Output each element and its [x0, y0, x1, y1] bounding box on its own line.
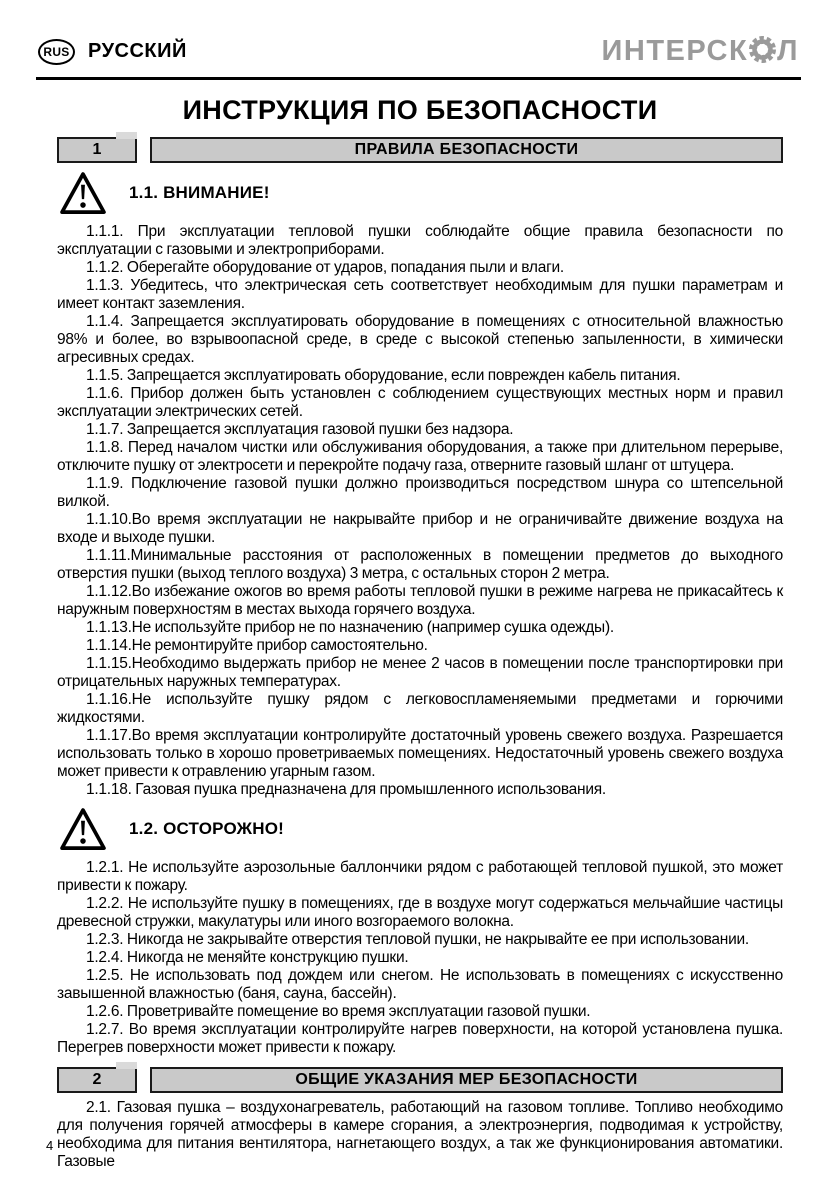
interskol-logo: [602, 33, 801, 70]
paragraph-1-2-3: 1.2.3. Никогда не закрывайте отверстия тепловой пушки, не накрывайте ее при использовании.: [86, 931, 749, 948]
paragraph-1-2-2: 1.2.2. Не используйте пушку в помещениях, где в воздухе могут содержаться мельчайшие частицы древесной стружки, макулатуры или иного возгораемого волокна.: [57, 895, 783, 930]
paragraph-1-1-8: 1.1.8. Перед началом чистки или обслуживания оборудования, а также при длительном перерыве, отключите пушку от электросети и перекройте подачу газа, отверните газовый шланг от штуцера.: [57, 439, 783, 474]
paragraph-1-1-15: 1.1.15.Необходимо выдержать прибор не менее 2 часов в помещении после транспортировки при отрицательных наружных температурах.: [57, 655, 783, 690]
general-safety-section-2: [57, 1099, 783, 1171]
paragraph-1-2-6: 1.2.6. Проветривайте помещение во время эксплуатации газовой пушки.: [86, 1003, 591, 1020]
warning-triangle-icon: [58, 171, 108, 216]
paragraph-1-1-6: 1.1.6. Прибор должен быть установлен с соблюдением существующих местных норм и правил эксплуатации электрических сетей.: [57, 385, 783, 420]
safety-rules-section-1-1: [57, 223, 783, 799]
page-number: 4: [46, 1138, 54, 1153]
rus-badge-label: RUS: [43, 44, 70, 59]
paragraph-1-1-11: 1.1.11.Минимальные расстояния от расположенных в помещении предметов до выходного отверстия пушки (выход теплого воздуха) 3 метра, с остальных сторон 2 метра.: [57, 547, 783, 582]
paragraph-1-2-5: 1.2.5. Не использовать под дождем или снегом. Не использовать в помещениях с искусственно завышенной влажностью (баня, сауна, бассейн).: [57, 967, 783, 1002]
rus-language-badge-icon: [38, 39, 75, 65]
header-left: [36, 39, 187, 65]
paragraph-1-1-4: 1.1.4. Запрещается эксплуатировать оборудование в помещениях с относительной влажностью 98% и более, во взрывоопасной среде, в среде с высокой степенью запыленности, в химически агресивных средах.: [57, 313, 783, 366]
warning-1-1-label: 1.1. ВНИМАНИЕ!: [129, 183, 270, 202]
section-2-header-bar: [57, 1067, 783, 1093]
paragraph-1-1-3: 1.1.3. Убедитесь, что электрическая сеть соответствует необходимым для пушки параметрам и имеет контакт заземления.: [57, 277, 783, 312]
paragraph-1-1-16: 1.1.16.Не используйте пушку рядом с легковоспламеняемыми предметами и горючими жидкостями.: [57, 691, 783, 726]
paragraph-1-1-12: 1.1.12.Во избежание ожогов во время работы тепловой пушки в режиме нагрева не прикасайтесь к наружным поверхностям в местах выхода горячего воздуха.: [57, 583, 783, 618]
section-2-number: 2: [57, 1067, 137, 1093]
section-2-heading: ОБЩИЕ УКАЗАНИЯ МЕР БЕЗОПАСНОСТИ: [150, 1067, 783, 1093]
paragraph-1-1-9: 1.1.9. Подключение газовой пушки должно производиться посредством шнура со штепсельной вилкой.: [57, 475, 783, 510]
paragraph-1-1-13: 1.1.13.Не используйте прибор не по назначению (например сушка одежды).: [86, 619, 614, 636]
section-1-heading: ПРАВИЛА БЕЗОПАСНОСТИ: [150, 137, 783, 163]
brand-text-suffix: Л: [777, 35, 799, 67]
paragraph-2-1: 2.1. Газовая пушка – воздухонагреватель, работающий на газовом топливе. Топливо необходимо для получения горячей атмосферы в камере сгорания, а электроэнергия, подводимая к устройству, необходима для питания вентилятора, нагнетающего воздух, а так же функционирования автоматики. Газовые: [57, 1099, 783, 1170]
gear-icon: [747, 34, 778, 71]
paragraph-1-1-7: 1.1.7. Запрещается эксплуатация газовой пушки без надзора.: [86, 421, 514, 438]
brand-text-prefix: ИНТЕРСК: [601, 35, 749, 67]
paragraph-1-1-18: 1.1.18. Газовая пушка предназначена для промышленного использования.: [86, 781, 606, 798]
page-title: ИНСТРУКЦИЯ ПО БЕЗОПАСНОСТИ: [182, 95, 658, 125]
paragraph-1-2-4: 1.2.4. Никогда не меняйте конструкцию пушки.: [86, 949, 409, 966]
language-label: РУССКИЙ: [88, 40, 187, 62]
paragraph-1-1-1: 1.1.1. При эксплуатации тепловой пушки соблюдайте общие правила безопасности по эксплуатации с газовыми и электроприборами.: [57, 223, 783, 258]
warning-heading-1-1: [57, 169, 783, 217]
paragraph-1-1-14: 1.1.14.Не ремонтируйте прибор самостоятельно.: [86, 637, 428, 654]
warning-1-2-label: 1.2. ОСТОРОЖНО!: [129, 819, 284, 838]
paragraph-1-1-2: 1.1.2. Оберегайте оборудование от ударов, попадания пыли и влаги.: [86, 259, 564, 276]
warning-triangle-icon: [58, 807, 108, 852]
warning-heading-1-2: [57, 805, 783, 853]
paragraph-1-2-1: 1.2.1. Не используйте аэрозольные баллончики рядом с работающей тепловой пушкой, это может привести к пожару.: [57, 859, 783, 894]
section-1-number: 1: [57, 137, 137, 163]
page-header: [36, 33, 801, 80]
paragraph-1-1-5: 1.1.5. Запрещается эксплуатировать оборудование, если поврежден кабель питания.: [86, 367, 681, 384]
paragraph-1-2-7: 1.2.7. Во время эксплуатации контролируйте нагрев поверхности, на которой установлена пушка. Перегрев поверхности может привести к пожару.: [57, 1021, 783, 1056]
paragraph-1-1-10: 1.1.10.Во время эксплуатации не накрывайте прибор и не ограничивайте движение воздуха на входе и выходе пушки.: [57, 511, 783, 546]
paragraph-1-1-17: 1.1.17.Во время эксплуатации контролируйте достаточный уровень свежего воздуха. Разрешается использовать только в хорошо проветриваемых помещениях. Недостаточный уровень свежего воздуха может привести к отравлению угарным газом.: [57, 727, 783, 780]
section-1-header-bar: [57, 137, 783, 163]
safety-rules-section-1-2: [57, 859, 783, 1057]
